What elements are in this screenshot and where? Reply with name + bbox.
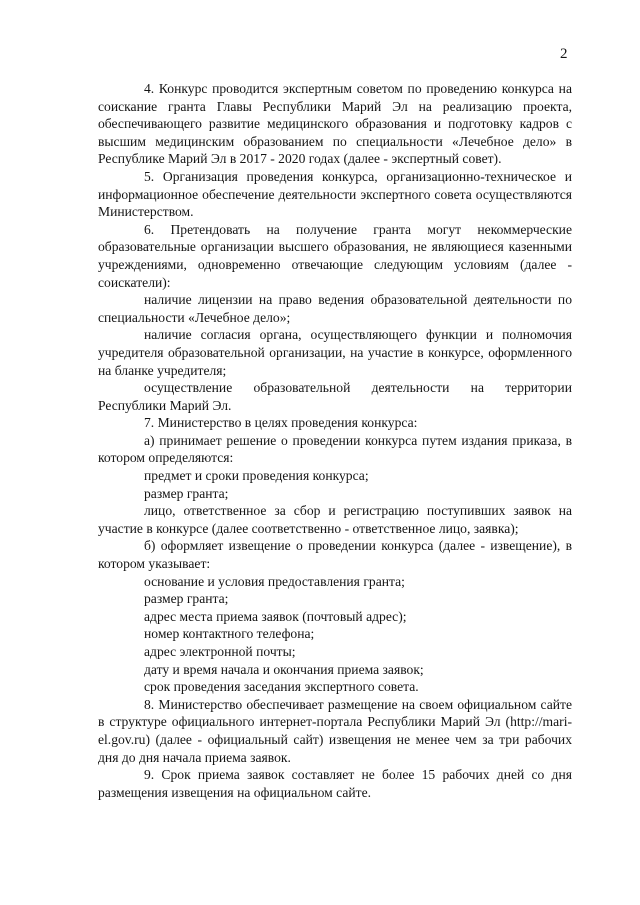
order-item-responsible-person: лицо, ответственное за сбор и регистрацию поступивших заявок на участие в конкурсе (далее соответственно - ответственное лицо, заявка); <box>98 503 572 536</box>
condition-license: наличие лицензии на право ведения образовательной деятельности по специальности «Лечебное дело»; <box>98 292 572 325</box>
paragraph-4: 4. Конкурс проводится экспертным советом по проведению конкурса на соискание гранта Главы Республики Марий Эл на реализацию проекта, обеспечивающего развитие медицинского образования и подготовку кадров с высшим медицинским образованием по специальности «Лечебное дело» в Республике Марий Эл в 2017 - 2020 годах (далее - экспертный совет). <box>98 81 572 167</box>
notice-item-email: адрес электронной почты; <box>144 644 296 659</box>
order-item-subject: предмет и сроки проведения конкурса; <box>144 468 369 484</box>
paragraph-6: 6. Претендовать на получение гранта могут некоммерческие образовательные организации высшего образования, не являющиеся казенными учреждениями, одновременно отвечающие следующим условиям (далее - соискатели): <box>98 221 572 290</box>
document-body <box>98 80 572 801</box>
notice-item-address: адрес места приема заявок (почтовый адрес); <box>144 608 407 624</box>
paragraph-5: 5. Организация проведения конкурса, организационно-техническое и информационное обеспечение деятельности экспертного совета осуществляются Министерством. <box>98 168 572 220</box>
paragraph-9: 9. Срок приема заявок составляет не более 15 рабочих дней со дня размещения извещения на официальном сайте. <box>98 767 572 800</box>
condition-territory: осуществление образовательной деятельности на территории Республики Марий Эл. <box>98 380 572 413</box>
paragraph-7: 7. Министерство в целях проведения конкурса: <box>144 415 418 431</box>
subparagraph-a: а) принимает решение о проведении конкурса путем издания приказа, в котором определяются: <box>98 432 572 466</box>
notice-item-grant-size: размер гранта; <box>144 591 229 607</box>
paragraph-8: 8. Министерство обеспечивает размещение на своем официальном сайте в структуре официального интернет-портала Республики Марий Эл (http://mari-el.gov.ru) (далее - официальный сайт) извещения не менее чем за три рабочих дня до дня начала приема заявок. <box>98 696 572 765</box>
notice-item-phone: номер контактного телефона; <box>144 626 315 642</box>
notice-item-dates: дату и время начала и окончания приема заявок; <box>144 661 424 677</box>
condition-founder-consent: наличие согласия органа, осуществляющего функции и полномочия учредителя образовательной организации, на участие в конкурсе, оформленного на бланке учредителя; <box>98 327 572 378</box>
subparagraph-b: б) оформляет извещение о проведении конкурса (далее - извещение), в котором указывает: <box>98 538 572 572</box>
order-item-grant-size: размер гранта; <box>144 485 229 501</box>
notice-item-meeting: срок проведения заседания экспертного совета. <box>144 679 419 695</box>
notice-item-basis: основание и условия предоставления гранта; <box>144 573 405 589</box>
page-number: 2 <box>560 46 568 62</box>
